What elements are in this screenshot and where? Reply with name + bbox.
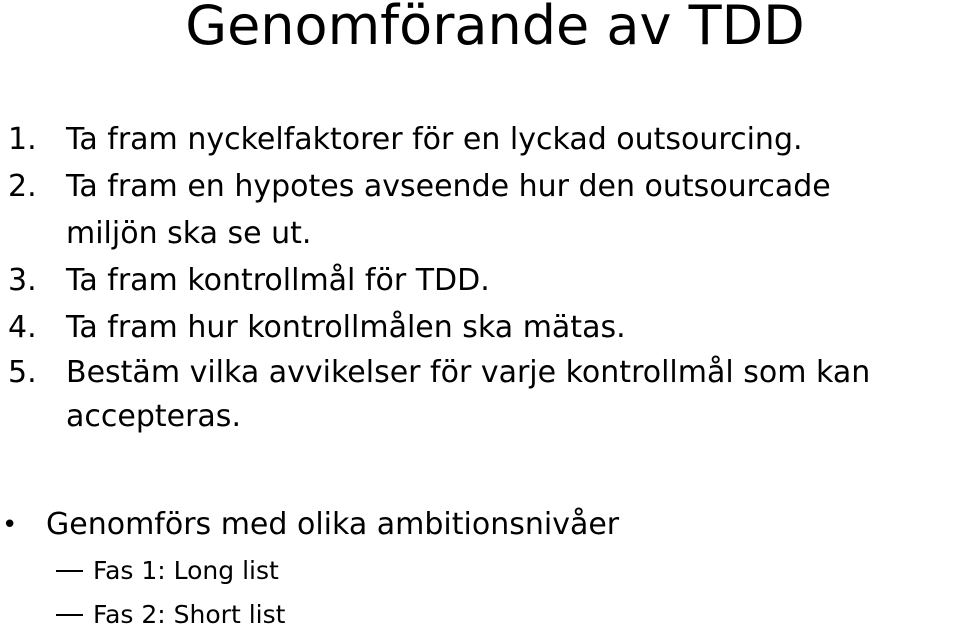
numbered-list <box>8 116 870 439</box>
list-text: Ta fram nyckelfaktorer för en lyckad outsourcing. <box>66 122 803 157</box>
list-number: 2. <box>8 169 37 204</box>
slide-title: Genomförande av TDD <box>185 0 805 57</box>
list-item <box>8 163 870 257</box>
list-item <box>8 116 870 163</box>
list-number: 4. <box>8 310 37 345</box>
list-text: Ta fram en hypotes avseende hur den outsourcade <box>66 169 831 204</box>
bullet-dot-icon: • <box>2 510 18 540</box>
list-text: Ta fram kontrollmål för TDD. <box>66 263 490 298</box>
bullet-item <box>0 501 619 549</box>
sub-item-text: Fas 1: Long list <box>93 556 279 585</box>
list-item <box>8 351 870 439</box>
list-text: Bestäm vilka avvikelser för varje kontrollmål som kan <box>66 355 871 390</box>
sub-item <box>0 549 619 593</box>
sub-item <box>0 593 619 637</box>
list-text-continued: accepteras. <box>66 399 241 434</box>
sub-item-text: Fas 2: Short list <box>93 600 286 629</box>
list-number: 5. <box>8 355 37 390</box>
sub-list-container <box>0 549 619 637</box>
dash-icon <box>56 614 83 616</box>
sub-list <box>0 549 619 637</box>
dash-icon <box>56 570 83 572</box>
bullet-text: Genomförs med olika ambitionsnivåer <box>46 507 620 542</box>
list-item <box>8 257 870 304</box>
list-item <box>8 304 870 351</box>
list-text: Ta fram hur kontrollmålen ska mätas. <box>66 310 626 345</box>
list-text-continued: miljön ska se ut. <box>66 216 312 251</box>
list-number: 1. <box>8 122 37 157</box>
bullet-list <box>0 501 619 637</box>
list-number: 3. <box>8 263 37 298</box>
